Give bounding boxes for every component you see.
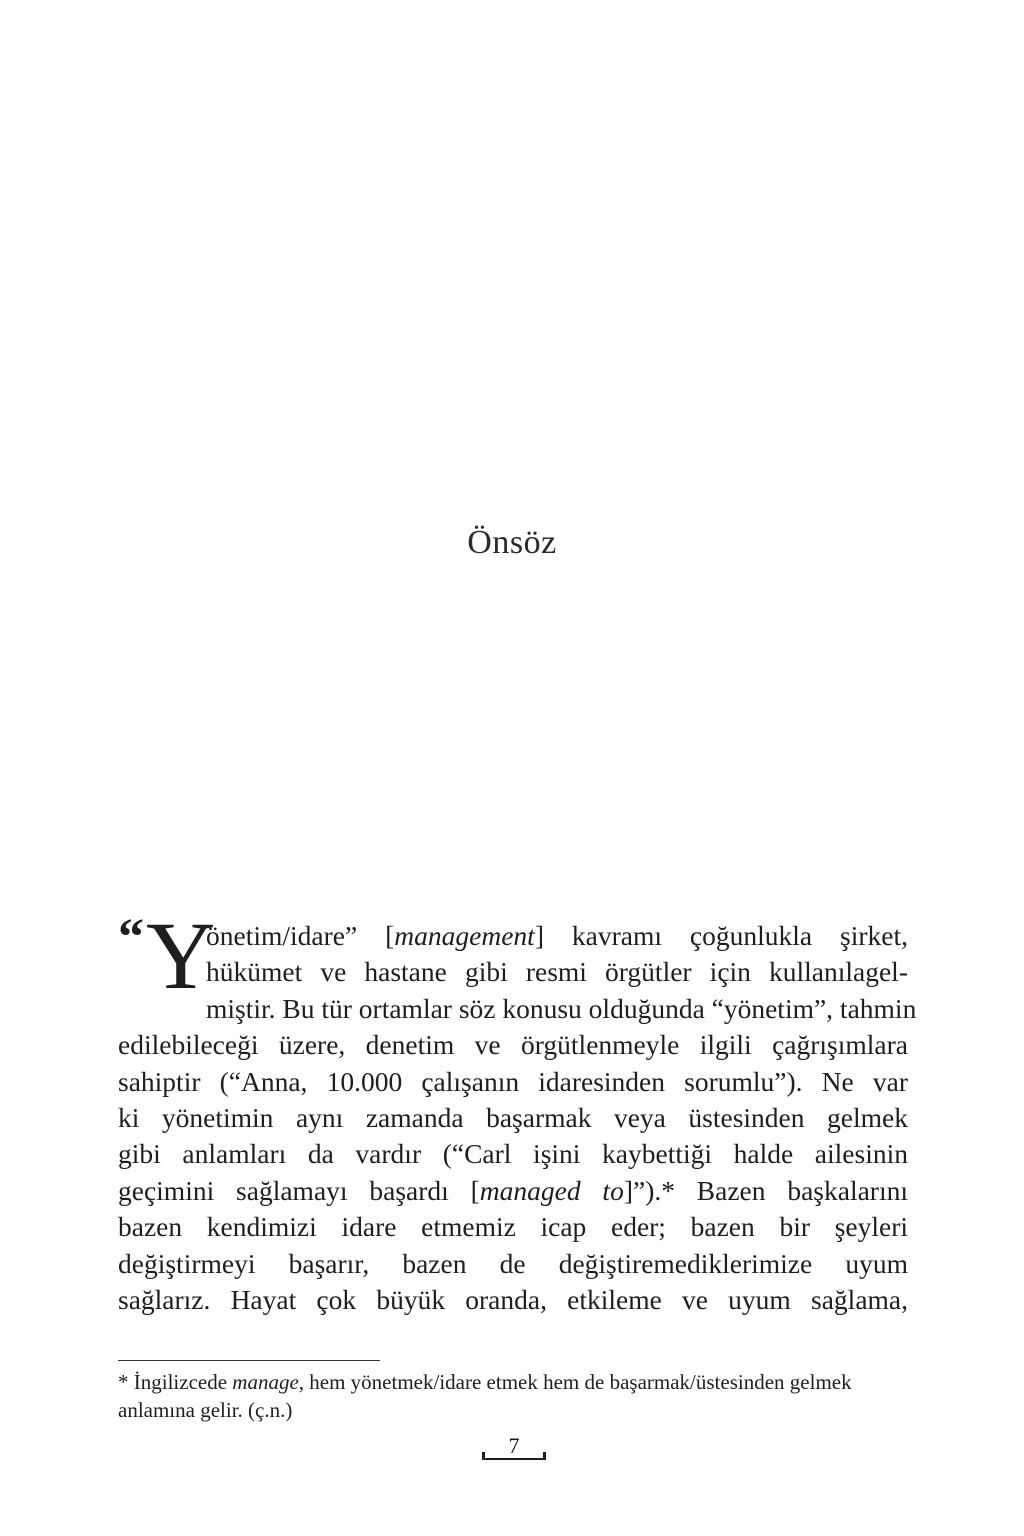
footnote: * İngilizcede manage, hem yönetmek/idare etmek hem de başarmak/üstesinden gelmek anlamına gelir. (ç.n.) bbox=[118, 1370, 852, 1422]
page-title: Önsöz bbox=[467, 524, 557, 561]
text-line: miştir. Bu tür ortamlar söz konusu olduğunda “yönetim”, tahmin bbox=[206, 992, 917, 1024]
drop-cap bbox=[118, 902, 216, 1009]
text-line: ki yönetimin aynı zamanda başarmak veya üstesinden gelmek bbox=[118, 1102, 908, 1134]
text-line: sahiptir (“Anna, 10.000 çalışanın idaresinden sorumlu”). Ne var bbox=[118, 1065, 908, 1097]
text-line: değiştirmeyi başarır, bazen de değiştiremediklerimize uyum bbox=[118, 1247, 908, 1279]
page-number-tick-right bbox=[543, 1452, 546, 1460]
opening-quote-mark: “ bbox=[118, 909, 144, 966]
text-line: edilebileceği üzere, denetim ve örgütlenmeyle ilgili çağrışımlara bbox=[118, 1029, 908, 1061]
drop-cap-letter: Y bbox=[146, 902, 216, 1009]
text-line: sağlarız. Hayat çok büyük oranda, etkileme ve uyum sağlama, bbox=[118, 1284, 908, 1316]
text-line: bazen kendimizi idare etmemiz icap eder; bazen bir şeyleri bbox=[118, 1211, 908, 1243]
body-paragraph bbox=[118, 902, 917, 1318]
footnote-divider bbox=[118, 1360, 380, 1361]
text-line: geçimini sağlamayı başardı [managed to]”).* Bazen başkalarını bbox=[118, 1174, 908, 1206]
text-line: gibi anlamları da vardır (“Carl işini kaybettiği halde ailesinin bbox=[118, 1138, 908, 1170]
page-number-underline bbox=[482, 1458, 546, 1460]
page-number: 7 bbox=[508, 1433, 520, 1458]
page-number-block bbox=[482, 1434, 546, 1458]
text-line: önetim/idare” [management] kavramı çoğunlukla şirket, bbox=[206, 920, 909, 951]
page-number-tick-left bbox=[482, 1452, 485, 1460]
text-line: hükümet ve hastane gibi resmi örgütler için kullanılagel- bbox=[206, 956, 908, 988]
